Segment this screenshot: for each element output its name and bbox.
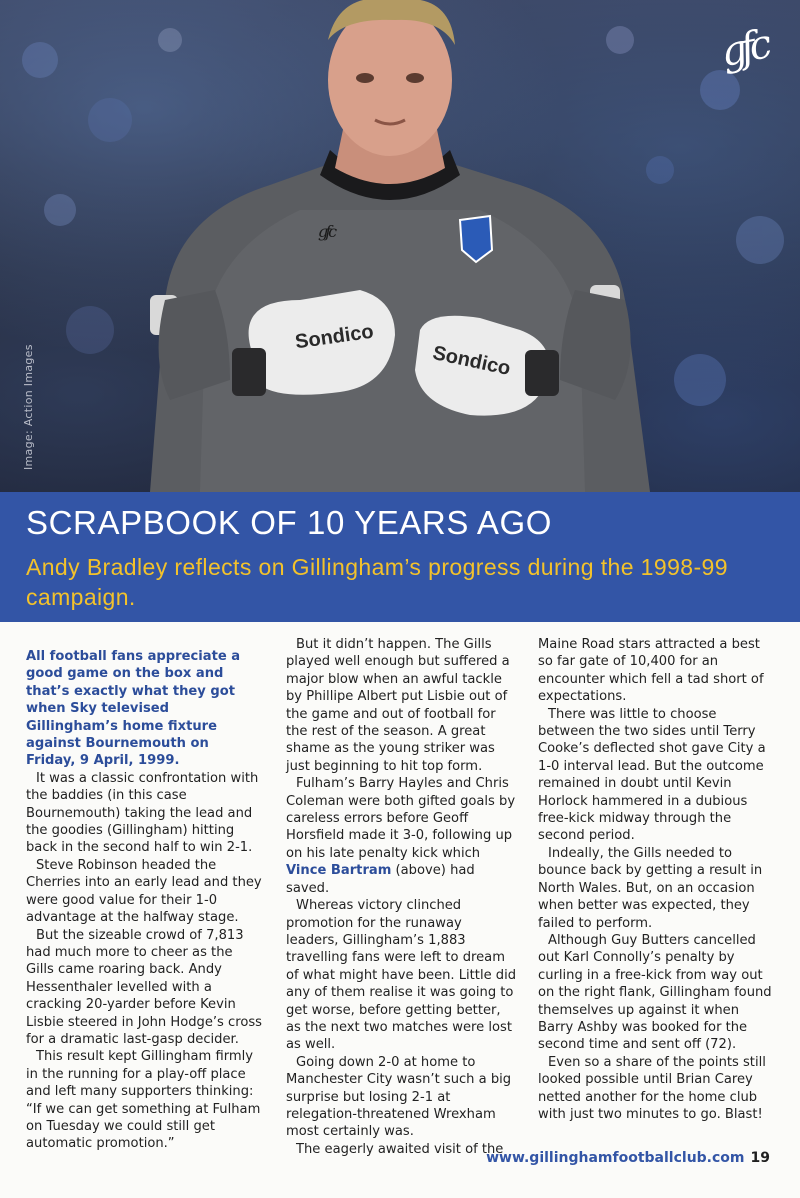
article-column-2 (286, 636, 518, 1158)
image-credit: Image: Action Images (22, 344, 35, 470)
shirt-crest-logo: gfc (318, 222, 335, 241)
paragraph: Steve Robinson headed the Cherries into an early lead and they were good value for their 1-0 advantage at the halfway stage. (26, 857, 262, 926)
page-footer (486, 1150, 770, 1166)
paragraph: Whereas victory clinched promotion for the runaway leaders, Gillingham’s 1,883 travelling fans were left to dream of what might have been. Little did any of them realise it was going to get worse, before getting better, as the next two matches were lost as well. (286, 898, 517, 1053)
paragraph: But it didn’t happen. The Gills played well enough but suffered a major blow when an awful tackle by Phillipe Albert put Lisbie out of the game and out of football for the rest of the season. A great shame as the young striker was just beginning to hit top form. (286, 637, 510, 774)
paragraph-text: Fulham’s Barry Hayles and Chris Coleman were both gifted goals by careless errors before Geoff Horsfield made it 3-0, following up on his late penalty kick which (286, 776, 516, 861)
header-photo (0, 0, 800, 492)
paragraph: Although Guy Butters cancelled out Karl Connolly’s penalty by curling in a free-kick from way out on the right flank, Gillingham found themselves up against it when Barry Ashby was booked for the second time and sent off (72). (538, 932, 772, 1053)
paragraph: This result kept Gillingham firmly in the running for a play-off place and left many supporters thinking: “If we can get something at Fulham on Tuesday we could still get automatic promotion.” (26, 1049, 261, 1152)
page-number: 19 (750, 1150, 770, 1166)
paragraph: Indeally, the Gills needed to bounce back by getting a result in North Wales. But, on an occasion when better was expected, they failed to perform. (538, 845, 763, 931)
article-column-1 (26, 648, 262, 1153)
paragraph: There was little to choose between the two sides until Terry Cooke’s deflected shot gave City a 1-0 interval lead. But the outcome remained in doubt until Kevin Horlock hammered in a dubious free-kick midway through the second period. (538, 706, 766, 844)
goalkeeper-illustration (0, 0, 800, 492)
article-column-3 (538, 636, 774, 1123)
article-lead: All football fans appreciate a good game on the box and that’s exactly what they got when Sky televised Gillingham’s home fixture against Bournemouth on Friday, 9 April, 1999. (26, 649, 241, 769)
headline-band (0, 492, 800, 622)
highlighted-name: Vince Bartram (286, 863, 392, 879)
glove-brand-left: Sondico (293, 320, 375, 354)
article-subtitle: Andy Bradley reflects on Gillingham’s progress during the 1998-99 campaign. (26, 554, 728, 610)
glove-brand-right: Sondico (430, 342, 513, 380)
paragraph: It was a classic confrontation with the baddies (in this case Bournemouth) taking the lead and the goodies (Gillingham) hitting back in the second half to win 2-1. (26, 770, 259, 856)
paragraph: Maine Road stars attracted a best so far gate of 10,400 for an encounter which fell a tad short of expectations. (538, 637, 764, 705)
club-logo-icon: gfc (716, 21, 771, 77)
paragraph-text: (above) had saved. (286, 863, 475, 896)
paragraph: Even so a share of the points still looked possible until Brian Carey netted another for the home club with just two minutes to go. Blast! (538, 1054, 766, 1122)
paragraph: The eagerly awaited visit of the (296, 1141, 504, 1157)
paragraph (286, 775, 518, 897)
footer-url-link[interactable]: www.gillinghamfootballclub.com (486, 1150, 745, 1166)
paragraph: But the sizeable crowd of 7,813 had much more to cheer as the Gills came roaring back. Andy Hessenthaler levelled with a cracking 20-yarder before Kevin Lisbie steered in John Hodge’s cross for a dramatic last-gasp decider. (26, 927, 262, 1047)
paragraph: Going down 2-0 at home to Manchester City wasn’t such a big surprise but losing 2-1 at relegation-threatened Wrexham most certainly was. (286, 1054, 512, 1140)
article-title: SCRAPBOOK OF 10 YEARS AGO (26, 504, 553, 541)
